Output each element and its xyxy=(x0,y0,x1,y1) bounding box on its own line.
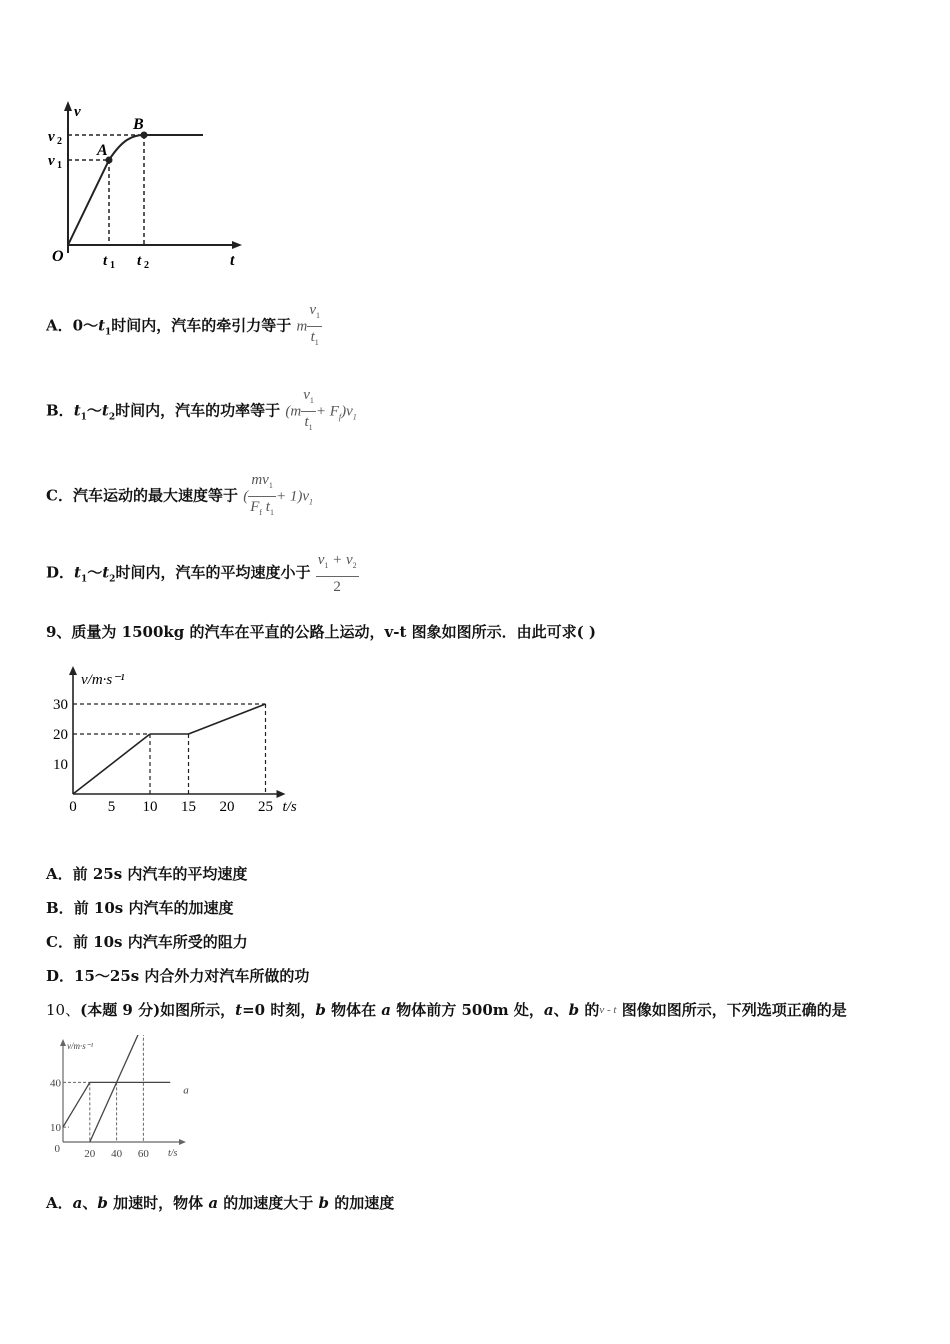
q9-x-tick-label: 15 xyxy=(181,799,196,815)
math-den: 2 xyxy=(333,579,341,595)
fig1-v-arrow xyxy=(64,101,72,111)
option-label: C． xyxy=(46,933,73,951)
question-number: 10、 xyxy=(46,1001,81,1019)
option-text: 前 10s 内汽车所受的阻力 xyxy=(72,933,248,951)
option-text: 、 xyxy=(82,1194,98,1212)
math-plus: + F xyxy=(315,403,339,420)
fig1-label-v: v xyxy=(74,104,81,120)
option-text: ～ xyxy=(86,401,102,420)
math-b: b xyxy=(97,1194,108,1212)
fig1-label-a: A xyxy=(97,142,108,159)
q9-x-tick-label: 0 xyxy=(69,799,77,815)
math-sub: 2 xyxy=(108,412,116,423)
option-text: 前 10s 内汽车的加速度 xyxy=(73,899,234,917)
math-a: a xyxy=(381,1001,392,1019)
fraction xyxy=(301,385,316,438)
option-text: 汽车运动的最大速度等于 xyxy=(72,486,238,505)
math-sub: 1 xyxy=(308,423,313,432)
option-text: 的加速度大于 xyxy=(218,1194,319,1212)
q9-x-tick-label: 10 xyxy=(142,799,158,815)
q9-x-label: t/s xyxy=(282,799,297,815)
q10-x-tick-label: 60 xyxy=(137,1148,149,1160)
fig1-label-b: B xyxy=(133,116,144,133)
figure-1-vt-curve xyxy=(40,95,250,275)
q10-option-a[interactable] xyxy=(46,1193,394,1213)
q10-series-a-label: a xyxy=(183,1084,189,1097)
math-sub: 1 xyxy=(309,396,314,405)
q9-option-d[interactable] xyxy=(46,966,309,986)
q9-option-c[interactable] xyxy=(46,932,248,952)
math-vt: v - t xyxy=(599,1004,617,1016)
math-sub: 1 xyxy=(80,574,88,585)
math-b: b xyxy=(568,1001,580,1019)
q10-x-tick-label: 40 xyxy=(111,1148,123,1160)
option-label: B． xyxy=(46,401,74,420)
q10-y-tick-label: 40 xyxy=(50,1077,61,1090)
option-text: 时间内，汽车的功率等于 xyxy=(115,401,281,420)
q9-y-tick-label: 10 xyxy=(53,757,68,773)
stem-text: 物体前方 500m 处， xyxy=(391,1001,544,1019)
math-sub: 1 xyxy=(324,561,329,570)
stem-text: (本题 9 分)如图所示， xyxy=(80,1001,236,1019)
stem-text: =0 时刻， xyxy=(242,1001,316,1019)
fig1-label-v2: v xyxy=(48,129,55,145)
fig1-label-t2-sub: 2 xyxy=(144,260,149,271)
math-num: v xyxy=(309,302,317,318)
q10-series-a-segment xyxy=(63,1082,90,1127)
option-text: 的加速度 xyxy=(329,1194,395,1212)
q9-x-arrow xyxy=(277,790,286,798)
math-sub: 2 xyxy=(352,561,357,570)
math-sub: 1 xyxy=(268,481,273,490)
math-a: a xyxy=(72,1194,83,1212)
math-b: b xyxy=(315,1001,326,1019)
fig1-t-arrow xyxy=(232,241,242,249)
stem-text: 图像如图所示，下列选项正确的是 xyxy=(616,1001,847,1019)
math-num: v xyxy=(303,387,310,403)
stem-text: 的 xyxy=(579,1001,600,1019)
math-num: + v xyxy=(328,552,353,568)
math-t: t xyxy=(74,563,81,582)
math-num: v xyxy=(317,552,325,568)
q10-x-tick-label: 20 xyxy=(84,1148,96,1160)
q10-y-arrow xyxy=(60,1039,66,1046)
math-open: (m xyxy=(285,403,302,420)
q10-series-b-segment xyxy=(90,1082,117,1142)
option-text: 时间内，汽车的牵引力等于 xyxy=(111,316,292,335)
option-label: D． xyxy=(46,563,75,582)
option-text: 前 25s 内汽车的平均速度 xyxy=(72,865,248,883)
fig1-label-t2: t xyxy=(137,253,142,269)
q10-vt-chart xyxy=(40,1035,200,1165)
option-text: 时间内，汽车的平均速度小于 xyxy=(115,563,311,582)
math-t: t xyxy=(98,316,106,335)
option-label: B． xyxy=(46,899,74,917)
fig1-label-t1-sub: 1 xyxy=(110,260,115,271)
option-text: 加速时，物体 xyxy=(107,1194,209,1212)
fig1-label-v1: v xyxy=(48,153,55,169)
option-text: 0～ xyxy=(72,316,99,335)
option-text: ～ xyxy=(87,563,103,582)
math-sub: 1 xyxy=(269,508,274,517)
math-close: )v xyxy=(341,403,353,420)
math-plus: + 1)v xyxy=(275,488,309,505)
math-sub: 1 xyxy=(105,327,112,338)
option-label: D． xyxy=(46,967,75,985)
math-sub: 1 xyxy=(314,338,319,347)
math-den: t xyxy=(310,329,315,345)
q10-x-label: t/s xyxy=(168,1148,178,1159)
q10-y-tick-label: 10 xyxy=(50,1122,61,1135)
option-label: A． xyxy=(46,865,73,883)
math-a: a xyxy=(543,1001,554,1019)
q8-option-d[interactable] xyxy=(46,550,359,597)
math-t: t xyxy=(235,1001,243,1019)
q8-option-b[interactable] xyxy=(46,385,357,438)
fig1-label-origin: O xyxy=(52,248,64,265)
q9-y-label: v/m·s⁻¹ xyxy=(81,672,125,688)
math-sub: 1 xyxy=(80,412,87,423)
math-den: t xyxy=(265,499,270,515)
fig1-label-t: t xyxy=(230,252,235,269)
math-den: F xyxy=(250,499,260,515)
math-sub: f xyxy=(259,508,263,517)
option-label: A． xyxy=(46,316,73,335)
option-text: 15～25s 内合外力对汽车所做的功 xyxy=(74,967,310,985)
q9-x-tick-label: 5 xyxy=(107,799,116,815)
math-sub: 2 xyxy=(109,574,116,585)
fraction xyxy=(248,470,276,523)
math-num: mv xyxy=(251,472,269,488)
q10-y-label: v/m·s⁻¹ xyxy=(67,1041,94,1051)
option-label: C． xyxy=(46,486,73,505)
math-b: b xyxy=(318,1194,330,1212)
math-t: t xyxy=(102,563,110,582)
stem-text: 、 xyxy=(553,1001,569,1019)
q10-stem xyxy=(46,1000,847,1020)
math-sub: 1 xyxy=(309,497,313,507)
math-t: t xyxy=(73,401,81,420)
q9-x-tick-label: 20 xyxy=(219,799,235,815)
q9-y-arrow xyxy=(69,666,77,675)
stem-text: 物体在 xyxy=(325,1001,382,1019)
q9-x-tick-label: 25 xyxy=(258,799,273,815)
q8-option-a[interactable] xyxy=(46,300,322,353)
q9-option-b[interactable] xyxy=(46,898,233,918)
math-sub: f xyxy=(338,412,342,422)
q9-vt-chart xyxy=(40,660,320,820)
q10-x-arrow xyxy=(179,1139,186,1145)
fig1-label-v2-sub: 2 xyxy=(57,136,62,147)
option-label: A． xyxy=(46,1194,73,1212)
q8-option-c[interactable] xyxy=(46,470,313,523)
q9-y-tick-label: 30 xyxy=(53,697,68,713)
q10-x-tick-label: 0 xyxy=(54,1143,60,1155)
fraction xyxy=(307,300,322,353)
q9-y-tick-label: 20 xyxy=(53,727,68,743)
fig1-curve xyxy=(68,135,203,245)
q10-series-b-segment xyxy=(117,1035,144,1082)
math-sub: 1 xyxy=(352,412,357,422)
math-t: t xyxy=(101,401,109,420)
math-m: m xyxy=(296,318,308,335)
q9-line-segment xyxy=(73,734,150,794)
q9-line-segment xyxy=(189,704,266,734)
math-open: ( xyxy=(243,488,249,505)
q9-option-a[interactable] xyxy=(46,864,247,884)
fig1-label-v1-sub: 1 xyxy=(57,160,62,171)
fraction xyxy=(316,550,359,597)
math-den: t xyxy=(304,414,309,430)
fig1-label-t1: t xyxy=(103,253,108,269)
q9-stem: 9、质量为 1500kg 的汽车在平直的公路上运动，v-t 图象如图所示．由此可求( ) xyxy=(46,623,597,641)
math-sub: 1 xyxy=(316,311,321,320)
math-a: a xyxy=(208,1194,219,1212)
